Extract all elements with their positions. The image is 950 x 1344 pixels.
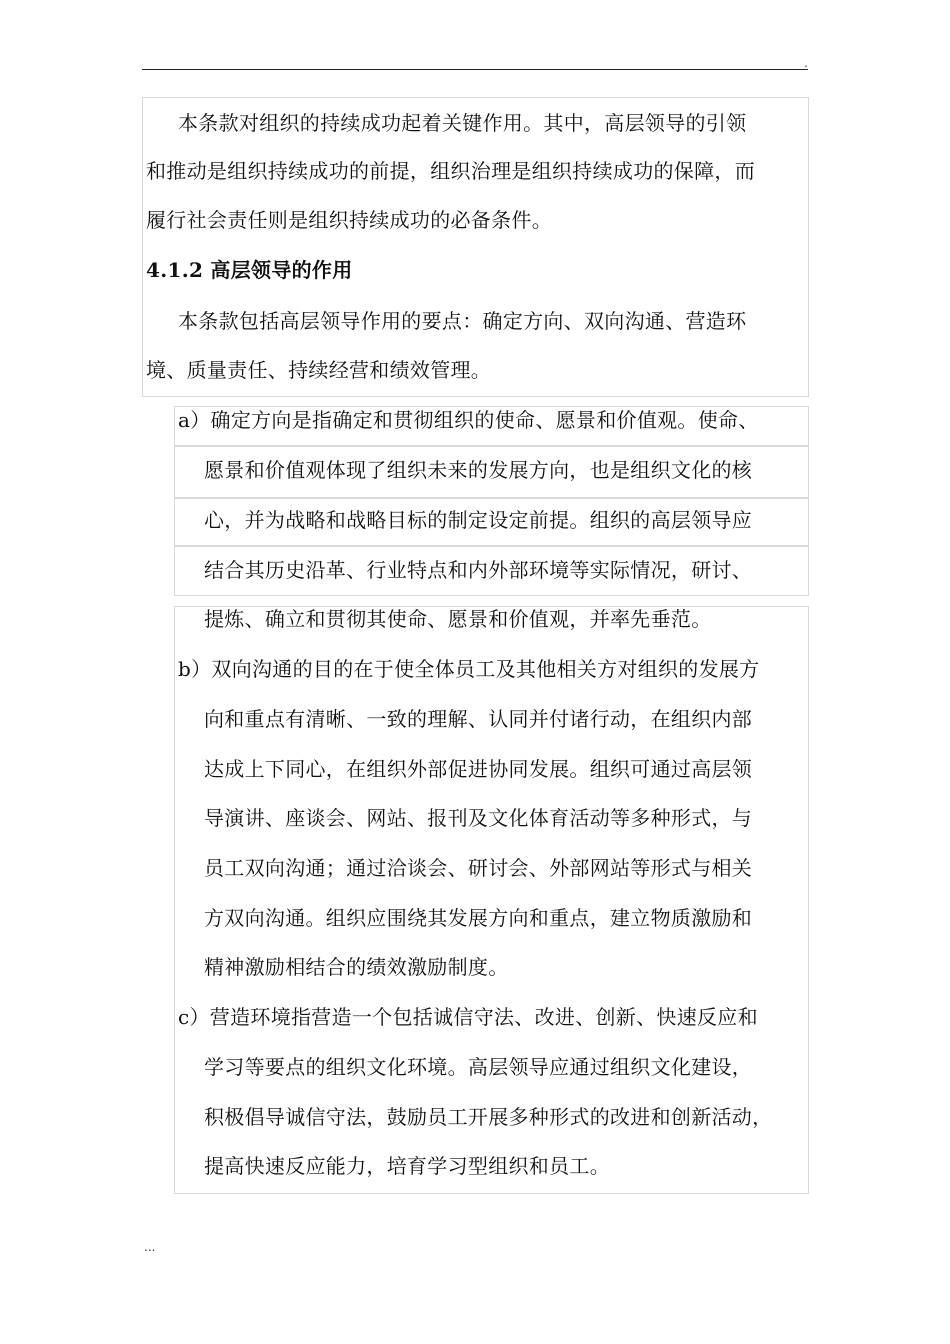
item-b-line: 达成上下同心，在组织外部促进协同发展。组织可通过高层领	[204, 757, 753, 781]
item-a-line: 提炼、确立和贯彻其使命、愿景和价值观，并率先垂范。	[204, 607, 712, 631]
item-b-line: 导演讲、座谈会、网站、报刊及文化体育活动等多种形式，与	[204, 806, 753, 830]
item-a-line: 心，并为战略和战略目标的制定设定前提。组织的高层领导应	[204, 508, 753, 532]
item-a-line: a）确定方向是指确定和贯彻组织的使命、愿景和价值观。使命、	[178, 408, 759, 432]
intro-line: 和推动是组织持续成功的前提，组织治理是组织持续成功的保障，而	[146, 159, 755, 183]
item-b-line: 员工双向沟通；通过洽谈会、研讨会、外部网站等形式与相关	[204, 856, 753, 880]
header-mark: .	[804, 56, 808, 70]
item-b-line: 向和重点有清晰、一致的理解、认同并付诸行动，在组织内部	[204, 707, 753, 731]
footer-mark: ...	[144, 1240, 156, 1254]
item-c-line: c）营造环境指营造一个包括诚信守法、改进、创新、快速反应和	[178, 1005, 758, 1029]
header-rule	[142, 69, 808, 70]
section-heading: 4.1.2 高层领导的作用	[146, 258, 353, 282]
item-b-line: 精神激励相结合的绩效激励制度。	[204, 955, 509, 979]
item-b-line: b）双向沟通的目的在于使全体员工及其他相关方对组织的发展方	[178, 657, 760, 681]
intro-frame	[142, 97, 809, 397]
item-c-line: 积极倡导诚信守法，鼓励员工开展多种形式的改进和创新活动，	[204, 1105, 773, 1129]
section-intro-line: 本条款包括高层领导作用的要点：确定方向、双向沟通、营造环	[178, 309, 747, 333]
item-c-line: 学习等要点的组织文化环境。高层领导应通过组织文化建设，	[204, 1055, 753, 1079]
item-a-line: 愿景和价值观体现了组织未来的发展方向，也是组织文化的核	[204, 458, 753, 482]
section-intro-line: 境、质量责任、持续经营和绩效管理。	[146, 358, 492, 382]
intro-line: 履行社会责任则是组织持续成功的必备条件。	[146, 208, 552, 232]
intro-line: 本条款对组织的持续成功起着关键作用。其中，高层领导的引领	[178, 111, 747, 135]
item-b-line: 方双向沟通。组织应围绕其发展方向和重点，建立物质激励和	[204, 906, 753, 930]
item-a-line: 结合其历史沿革、行业特点和内外部环境等实际情况，研讨、	[204, 558, 753, 582]
item-c-line: 提高快速反应能力，培育学习型组织和员工。	[204, 1154, 610, 1178]
